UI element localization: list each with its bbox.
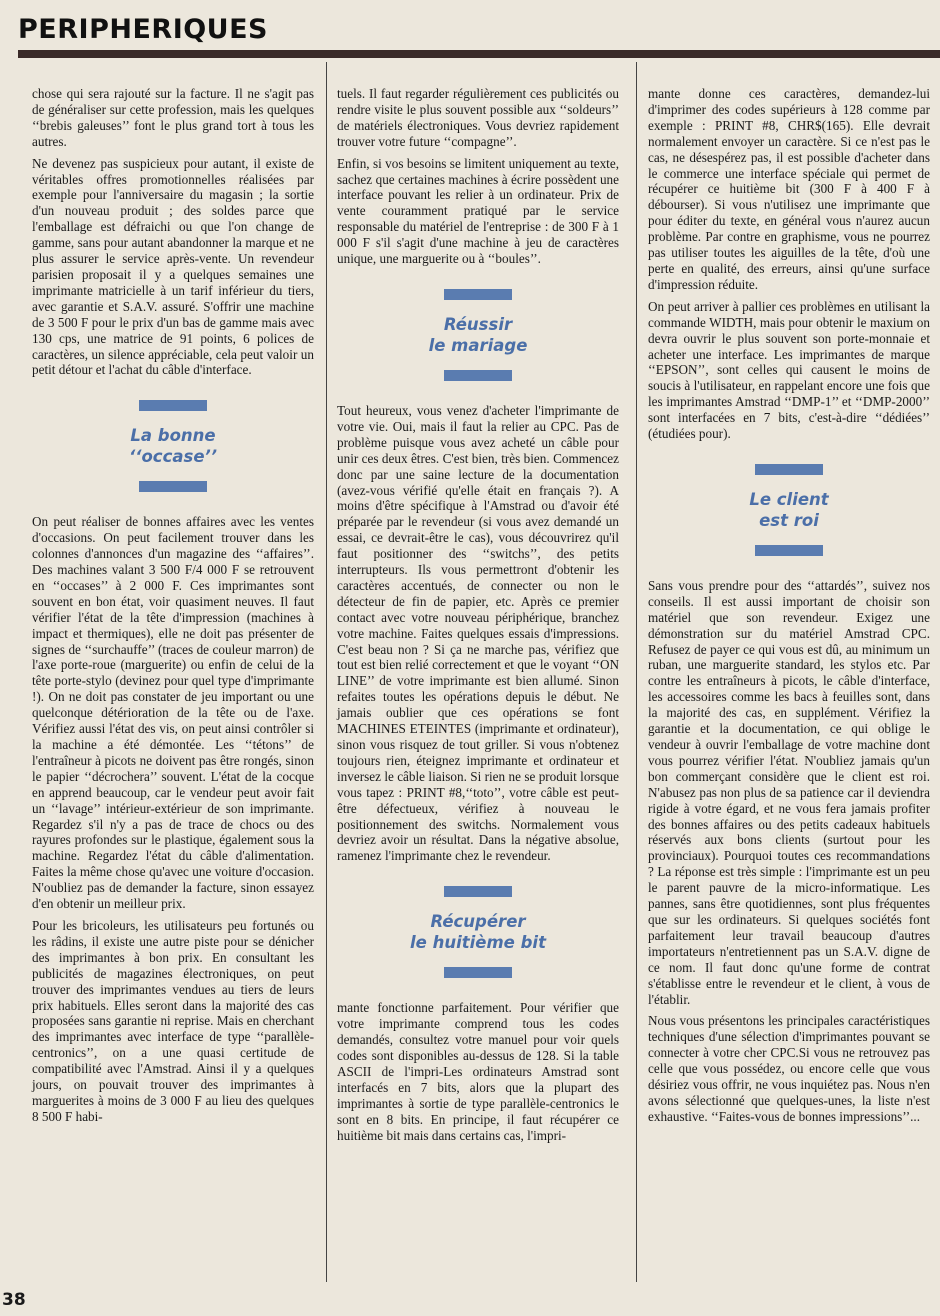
page-number: 38 <box>2 1290 26 1310</box>
subheading: La bonne ‘‘occase’’ <box>128 426 218 467</box>
heading-bar <box>444 289 512 300</box>
column-1 <box>32 86 314 1131</box>
column-2 <box>337 86 619 1149</box>
subheading-block <box>337 886 619 978</box>
paragraph: chose qui sera rajouté sur la facture. Il ne s'agit pas de généraliser sur cette profession, mais les quelques ‘‘brebis galeuses’’ font le plus grand tort à tous les autres. <box>32 86 314 149</box>
subheading-block <box>648 464 930 556</box>
paragraph: Sans vous prendre pour des ‘‘attardés’’, suivez nos conseils. Il est aussi important de choisir son matériel que son revendeur. Exigez une démonstration sur du matériel Amstrad CPC. Refusez de payer ce qui vous est dû, au minimum un ruban, une marguerite standard, les stylos etc. Par contre les entraîneurs à picots, le câble d'interface, les accessoires comme les bacs à feuilles sont, dans la majorité des cas, en supplément. Vérifiez la garantie et la documentation, ce qui oblige le vendeur à ouvrir l'emballage de votre machine dont vous pourrez vérifier l'état. N'oubliez jamais qu'un bon commerçant considère que le client est roi. N'abusez pas non plus de sa patience car il deviendra rigide à votre égard, et ne vous fera jamais profiter des bonnes affaires ou des petits cadeaux habituels réservés aux bons clients (surtout pour les provinciaux). Pourquoi toutes ces recommandations ? La réponse est très simple : l'imprimante est un peu le parent pauvre de la micro-informatique. Les pannes, sans être quotidiennes, sont plus fréquentes que sur les ordinateurs. Si quelques sociétés font parfaitement leur travail beaucoup d'autres importateurs n'entretiennent pas un S.A.V. digne de ce nom. Il faut donc qu'une forme de contrat s'établisse entre le revendeur et le client, à vous de l'établir. <box>648 577 930 1007</box>
subheading: Récupérer le huitième bit <box>410 912 546 953</box>
paragraph: On peut réaliser de bonnes affaires avec les ventes d'occasions. On peut facilement trouver dans les colonnes d'annonces d'un magazine des ‘‘affaires’’. Des machines valant 3 500 F/4 000 F se retrouvent en ‘‘occases’’ à 2 000 F. Ces imprimantes sont souvent en bon état, voir quasiment neuves. Il faut vérifier l'état de la tête d'impression (machines à impact et thermiques), elle ne doit pas présenter de signes de ‘‘surchauffe’’ (traces de couleur marron) de l'axe porte-roue (marguerite) ou enfin de celui de la tête porte-stylo (devinez pour quel type d'imprimante !). On ne doit pas constater de jeu important ou une quelconque détérioration de la tête ou de l'axe. Vérifiez aussi l'état des vis, on peut ainsi contrôler si la machine a été démontée. Les ‘‘tétons’’ de l'entraîneur à picots ne doivent pas être rongés, sinon le papier ‘‘décrochera’’ souvent. L'état de la cocque en apprend beaucoup, car le vendeur peut avoir fait un ‘‘lavage’’ intérieur-extérieur de son imprimante. Regardez s'il n'y a pas de trace de chocs ou des rayures profondes sur le plastique, également sous la machine. Regardez l'état du câble d'alimentation. Faites la même chose qu'avec une voiture d'occasion. N'oubliez pas de demander la facture, sinon essayez d'en obtenir un meilleur prix. <box>32 514 314 912</box>
paragraph: Pour les bricoleurs, les utilisateurs peu fortunés ou les râdins, il existe une autre piste pour se dénicher des imprimantes à bon prix. En consultant les publicités de magazines électroniques, on peut trouver des imprimantes vendues au tiers de leurs prix habituels. Elles seront dans la majorité des cas proposées sans garantie ni reprise. Mais en cherchant des imprimantes avec interface de type ‘‘parallèle-centronics’’, on a une quasi certitude de compatibilité avec l'Amstrad. Ainsi il y a quelques jours, on pouvait trouver des imprimantes à marguerites à moins de 3 000 F au lieu des quelques 8 500 F habi- <box>32 917 314 1124</box>
column-divider <box>636 62 637 1282</box>
column-3 <box>648 86 930 1131</box>
subheading-block <box>32 400 314 492</box>
heading-bar <box>139 400 207 411</box>
paragraph: Nous vous présentons les principales caractéristiques techniques d'une sélection d'imprimantes pouvant se connecter à votre cher CPC.Si vous ne retrouvez pas celle que vous possédez, ou encore celle que vous désiriez vous offrir, ne vous inquiétez pas. Nous n'en avons sélectionné que quelques-unes, la liste n'est exhaustive. ‘‘Faites-vous de bonnes impressions’’... <box>648 1013 930 1124</box>
heading-bar <box>755 464 823 475</box>
paragraph: Tout heureux, vous venez d'acheter l'imprimante de votre vie. Oui, mais il faut la relier au CPC. Pas de problème puisque vous avez acheté un câble pour unir ces deux êtres. C'est bien, très bien. Commencez donc par une saine lecture de la documentation (avez-vous vérifié qu'elle était en français ?). A moins d'être spécifique à l'Amstrad ou d'avoir été préparée par le revendeur (si vous avez demandé un essai, ce devrait-être le cas), vous découvrirez qu'il faut positionner des ‘‘switchs’’, des petits interrupteurs. Ils vous permettront d'obtenir les caractères accentués, de connecter ou non le détecteur de fin de papier, etc. Après ce premier contact avec votre nouveau périphérique, branchez votre machine. Faites quelques essais d'impressions. C'est beau non ? Si ça ne marche pas, vérifiez que tout est bien relié correctement et que le voyant ‘‘ON LINE’’ de votre imprimante est bien allumé. Sinon refaites toutes les opérations depuis le début. Ne jamais oublier que ces opérations se font MACHINES ETEINTES (imprimante et ordinateur), sinon vous risquez de tout griller. Si vous n'obtenez toujours rien, éteignez imprimante et ordinateur et inversez le câble liaison. Si rien ne se produit lorsque vous tapez : PRINT #8,‘‘toto’’, votre câble est peut-être défectueux, vérifiez à nouveau le positionnement des switchs. Normalement vous devriez avoir un résultat. Dans la négative absolue, ramenez l'imprimante chez le revendeur. <box>337 402 619 864</box>
subheading: Réussir le mariage <box>428 314 528 355</box>
heading-bar <box>139 481 207 492</box>
paragraph: tuels. Il faut regarder régulièrement ces publicités ou rendre visite le plus souvent possible aux ‘‘soldeurs’’ de matériels électroniques. Vous devriez rapidement trouver votre future ‘‘compagne’’. <box>337 86 619 149</box>
header-rule <box>18 50 940 58</box>
paragraph: Ne devenez pas suspicieux pour autant, il existe de véritables offres promotionnelles réalisées par exemple pour l'anniversaire du magasin ; la sortie d'un nouveau produit ; des soldes parce que l'emballage est défraichi ou que l'on change de gamme, sans pour autant abandonner la marque et ne plus assurer le service après-vente. Un revendeur parisien proposait il y a quelques semaines une imprimante matricielle à un tarif inférieur du tiers, avec garantie et S.A.V. assuré. S'offrir une machine de 3 500 F pour le prix d'un bas de gamme mais avec 130 cps, une matrice de 91 points, 6 polices de caractères, un silence appréciable, cela peut valoir un petit détour et l'achat du câble d'interface. <box>32 155 314 378</box>
heading-bar <box>755 545 823 556</box>
subheading-block <box>337 289 619 381</box>
heading-bar <box>444 967 512 978</box>
heading-bar <box>444 886 512 897</box>
paragraph: Enfin, si vos besoins se limitent uniquement au texte, sachez que certaines machines à écrire possèdent une interface pouvant les relier à un ordinateur. Prix de vente couramment pratiqué par le service responsable du matériel de l'entreprise : de 300 F à 1 000 F s'il s'agit d'une machine à jeu de caractères unique, une marguerite ou à ‘‘boules’’. <box>337 155 619 267</box>
heading-bar <box>444 370 512 381</box>
paragraph: mante fonctionne parfaitement. Pour vérifier que votre imprimante comprend tous les codes demandés, consultez votre manuel pour voir quels codes sont disponibles au-dessus de 128. Si la table ASCII de l'impri-Les ordinateurs Amstrad sont interfacés en 7 bits, alors que la plupart des imprimantes à sortie de type parallèle-centronics le sont en 8 bits. En principe, il faut récupérer ce huitième bit mais dans certains cas, l'impri- <box>337 1000 619 1143</box>
paragraph: On peut arriver à pallier ces problèmes en utilisant la commande WIDTH, mais pour obtenir le maxium on devra ouvrir le plus souvent son porte-monnaie et acheter une interface. Les imprimantes de marque ‘‘EPSON’’, sont celles qui causent le moins de soucis à l'utilisateur, en rappelant encore une fois que les imprimantes Amstrad ‘‘DMP-1’’ et ‘‘DMP-2000’’ sont interfacées en 7 bits, c'est-à-dire ‘‘dédiées’’ (étudiées pour). <box>648 298 930 442</box>
column-divider <box>326 62 327 1282</box>
paragraph: mante donne ces caractères, demandez-lui d'imprimer des codes supérieurs à 128 comme par exemple : PRINT #8, CHR$(165). Elle devrait normalement envoyer un caractère. Si ce n'est pas le cas, ne désespérez pas, il est possible d'acheter dans le commerce une interface spéciale qui permet de récupérer ce huitième bit (300 F à 400 F à débourser). Si vous n'utilisez une imprimante que pour éditer du texte, en général vous n'aurez aucun problème. Par contre en graphisme, vous ne pourrez pas utiliser toutes les aiguilles de la tête, d'où une perte en qualité, des erreurs, ainsi qu'une surface d'impression réduite. <box>648 86 930 292</box>
section-header: PERIPHERIQUES <box>18 14 269 45</box>
subheading: Le client est roi <box>749 489 829 530</box>
